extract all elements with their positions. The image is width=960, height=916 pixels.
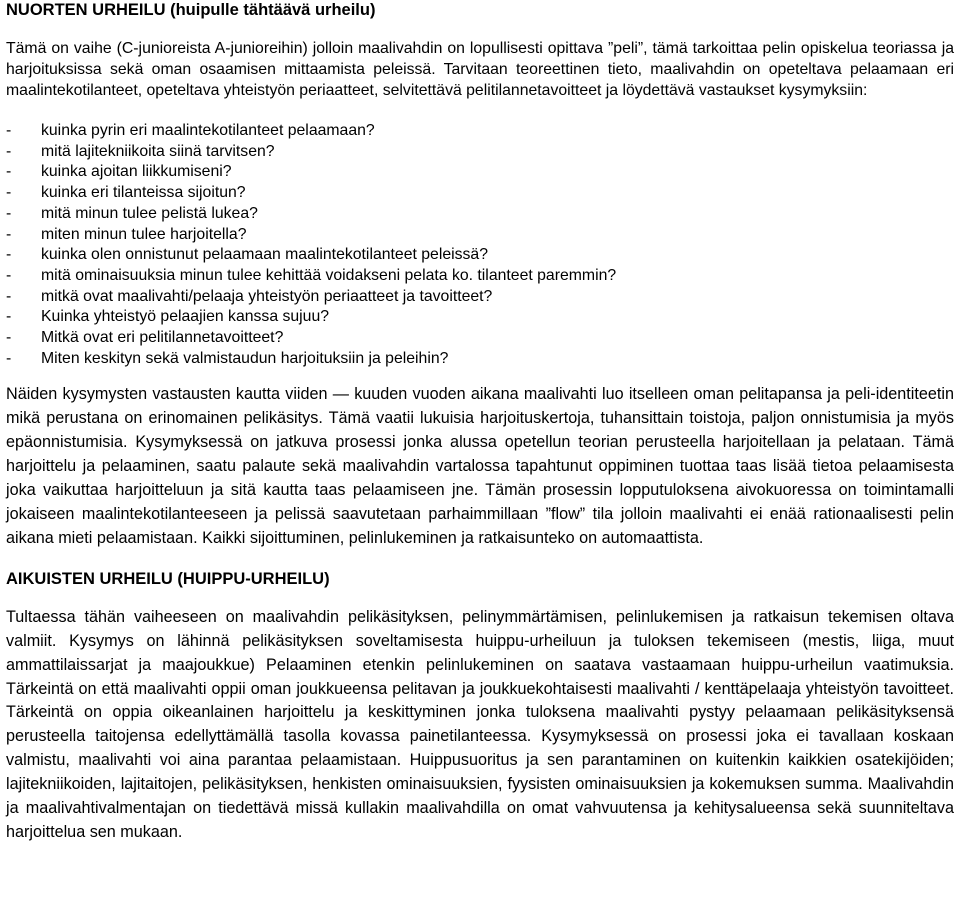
list-dash: -: [6, 204, 12, 222]
list-item: [6, 121, 954, 142]
section-heading-adult: AIKUISTEN URHEILU (HUIPPU-URHEILU): [6, 569, 330, 588]
list-dash: -: [6, 122, 12, 139]
list-item: [6, 162, 954, 183]
list-item: [6, 142, 954, 163]
list-item: [6, 245, 954, 266]
question-text: mitkä ovat maalivahti/pelaaja yhteistyön periaatteet ja tavoitteet?: [41, 287, 493, 305]
question-text: miten minun tulee harjoitella?: [41, 225, 247, 243]
section-heading-youth: NUORTEN URHEILU (huipulle tähtäävä urheilu): [6, 1, 376, 19]
question-list: [6, 121, 954, 369]
question-text: mitä minun tulee pelistä lukea?: [41, 204, 258, 222]
question-text: kuinka pyrin eri maalintekotilanteet pelaamaan?: [41, 122, 375, 139]
list-item: [6, 328, 954, 349]
question-text: kuinka ajoitan liikkumiseni?: [41, 163, 232, 181]
question-text: mitä lajitekniikoita siinä tarvitsen?: [41, 142, 275, 160]
list-item: [6, 183, 954, 204]
list-item: [6, 266, 954, 287]
question-text: kuinka eri tilanteissa sijoitun?: [41, 184, 246, 202]
list-dash: -: [6, 308, 12, 326]
list-dash: -: [6, 163, 12, 181]
list-item: [6, 225, 954, 246]
question-text: mitä ominaisuuksia minun tulee kehittää voidakseni pelata ko. tilanteet paremmin?: [41, 266, 617, 284]
list-dash: -: [6, 184, 12, 202]
question-text: Kuinka yhteistyö pelaajien kanssa sujuu?: [41, 308, 330, 326]
list-dash: -: [6, 142, 12, 160]
list-item: [6, 287, 954, 308]
list-dash: -: [6, 287, 12, 305]
list-dash: -: [6, 225, 12, 243]
list-item: [6, 349, 954, 370]
list-dash: -: [6, 246, 12, 264]
closing-paragraph: Näiden kysymysten vastausten kautta viiden — kuuden vuoden aikana maalivahti luo itselleen oman pelitapansa ja peli-identiteetin mikä perustana on erinomainen pelikäsitys. Tämä vaatii lukuisia harjoituskertoja, tuhansittain toistoja, paljon onnistumisia ja myös epäonnistumisia. Kysymyksessä on jatkuva prosessi jonka alussa opetellun teorian perusteella harjoitellaan ja pelataan. Tämä harjoittelu ja pelaaminen, saatu palaute sekä maalivahdin vartalossa tapahtunut oppiminen tuottaa taas lisää tietoa pelaamisesta joka vaikuttaa harjoitteluun ja sitä kautta taas pelaamiseen jne. Tämän prosessin lopputuloksena aivokuoressa on toimintamalli jokaiseen maalintekotilanteeseen ja pelissä saavutetaan parhaimmillaan ”flow” tila jolloin maalivahti ei enää rationaalisesti pelin aikana mieti pelaamistaan. Kaikki sijoittuminen, pelinlukeminen ja ratkaisunteko on automaattista.: [6, 385, 954, 547]
document-page: [6, 0, 954, 845]
question-text: Mitkä ovat eri pelitilannetavoitteet?: [41, 329, 284, 347]
intro-paragraph: Tämä on vaihe (C-junioreista A-junioreihin) jolloin maalivahdin on lopullisesti opittava ”peli”, tämä tarkoittaa pelin opiskelua teoriassa ja harjoituksissa sekä oman osaamisen mittaamista peleissä. Tarvitaan teoreettinen tieto, maalivahdin on opeteltava pelaamaan eri maalintekotilanteet, opeteltava yhteistyön periaatteet, selvitettävä pelitilannetavoitteet ja löydettävä vastaukset kysymyksiin:: [6, 40, 954, 99]
question-text: kuinka olen onnistunut pelaamaan maalintekotilanteet peleissä?: [41, 246, 489, 264]
question-text: Miten keskityn sekä valmistaudun harjoituksiin ja peleihin?: [41, 349, 449, 367]
list-dash: -: [6, 349, 12, 367]
list-dash: -: [6, 329, 12, 347]
list-item: [6, 204, 954, 225]
adult-paragraph: Tultaessa tähän vaiheeseen on maalivahdin pelikäsityksen, pelinymmärtämisen, pelinlukemisen ja ratkaisun tekemisen oltava valmiit. Kysymys on lähinnä pelikäsityksen soveltamisesta huippu-urheiluun ja tuloksen tekemiseen (mestis, liiga, muut ammattilaissarjat ja maajoukkue) Pelaaminen etenkin pelinlukeminen on saatava vastaamaan huippu-urheilun vaatimuksia. Tärkeintä on että maalivahti oppii oman joukkueensa pelitavan ja joukkuekohtaisesti maalivahti / kenttäpelaaja yhteistyön tavoitteet. Tärkeintä on oppia oikeanlainen harjoittelu ja keskittyminen jonka tuloksena maalivahti pystyy pelaamaan pelikäsityksensä perusteella taitojensa edellyttämällä tasolla kovassa painetilanteessa. Kysymyksessä on prosessi joka ei tavallaan koskaan valmistu, maalivahti voi aina parantaa pelaamistaan. Huippusuoritus ja sen parantaminen on kuitenkin kaikkien osatekijöiden; lajitekniikoiden, lajitaitojen, pelikäsityksen, henkisten ominaisuuksien, fyysisten ominaisuuksien ja kokemuksen summa. Maalivahdin ja maalivahtivalmentajan on tiedettävä missä kullakin maalivahdilla on omat vahvuutensa ja kehitysalueensa sekä suunniteltava harjoittelua sen mukaan.: [6, 607, 954, 841]
list-item: [6, 307, 954, 328]
list-dash: -: [6, 266, 12, 284]
